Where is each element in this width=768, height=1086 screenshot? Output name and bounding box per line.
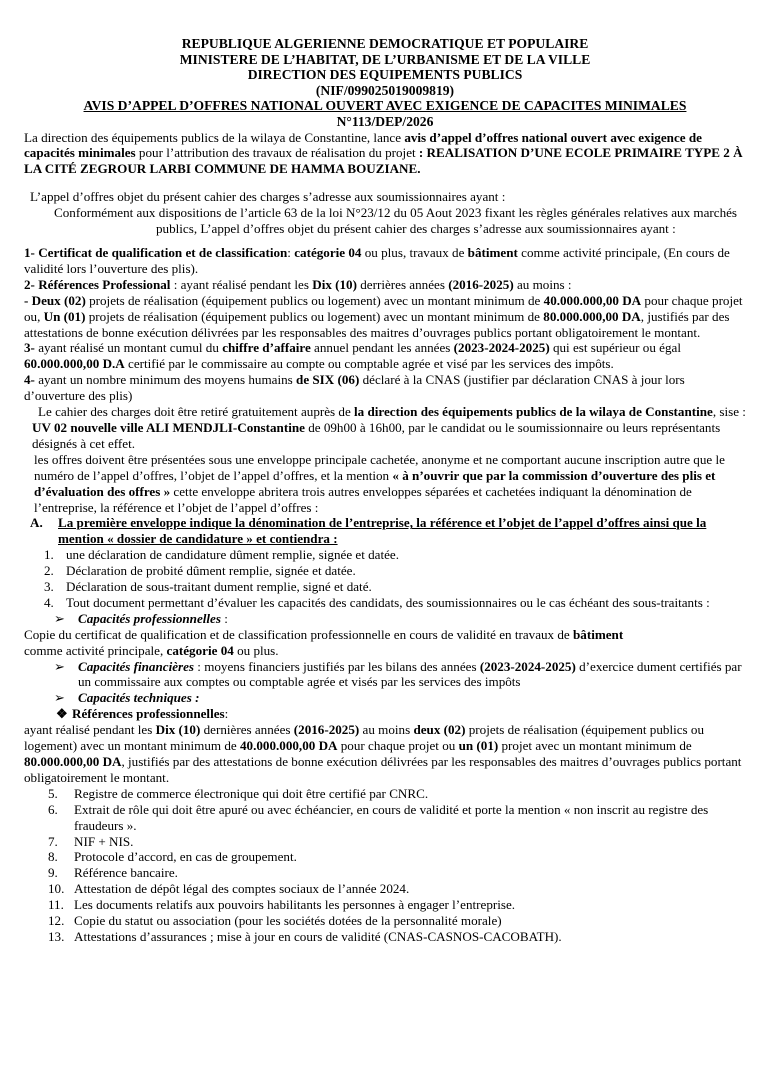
list-item: [24, 563, 746, 579]
notice-number: N°113/DEP/2026: [336, 113, 434, 129]
list-item-number: 10.: [48, 881, 65, 897]
paragraph-text: : moyens financiers justifiés par les bilans des années: [194, 658, 480, 674]
list-item: [24, 834, 746, 850]
criterion-bold: bâtiment: [467, 245, 518, 260]
paragraph-text: , justifiés par des attestations de bonne exécution délivrées par les responsables des maitres d’ouvrages publics portant obligatoirement le montant.: [24, 754, 742, 785]
list-item-number: 12.: [48, 913, 65, 929]
references-professionnelles-heading: [24, 706, 746, 722]
list-item-number: 7.: [48, 833, 58, 849]
paragraph-bold: Dix (10): [155, 722, 201, 738]
list-item: [24, 547, 746, 563]
criterion-bold: - Deux (02): [24, 292, 86, 308]
list-item: [24, 897, 746, 913]
list-item-number: 4.: [44, 594, 54, 610]
list-item-number: 8.: [48, 849, 58, 865]
list-item: [24, 802, 746, 834]
criterion-bold: Un (01): [43, 308, 86, 324]
heading-colon: :: [224, 706, 229, 722]
criterion-bold: (2016-2025): [448, 276, 514, 292]
notice-title: AVIS D’APPEL D’OFFRES NATIONAL OUVERT AVEC EXIGENCE DE CAPACITES MINIMALES: [83, 98, 687, 114]
list-item-text: Protocole d’accord, en cas de groupement.: [74, 849, 297, 865]
heading-text: Capacités financières: [78, 658, 195, 674]
heading-text: Références professionnelles: [72, 706, 225, 722]
header-direction: DIRECTION DES EQUIPEMENTS PUBLICS: [247, 67, 523, 83]
criterion-bold: de SIX (06): [296, 372, 360, 388]
criterion-text: comme activité principale, (En cours de validité lors l’ouverture des plis).: [24, 245, 730, 276]
arrow-bullet-icon: ➢: [54, 690, 65, 706]
section-a-list: [24, 547, 746, 611]
list-item-number: 2.: [44, 563, 54, 579]
list-item-text: Déclaration de probité dûment remplie, signée et datée.: [66, 563, 356, 579]
project-title: : REALISATION D’UNE ECOLE PRIMAIRE TYPE 2 À LA CITÉ ZEGROUR LARBI COMMUNE DE HAMMA BOUZIANE.: [24, 145, 743, 177]
criterion-text: derrières années: [356, 276, 449, 292]
capacites-financieres-item: [24, 659, 746, 691]
diamond-bullet-icon: ❖: [56, 706, 68, 722]
list-item-text: une déclaration de candidature dûment remplie, signée et datée.: [66, 547, 400, 563]
list-item-number: 9.: [48, 865, 58, 881]
list-item: [24, 786, 746, 802]
criterion-bold: 80.000.000,00 DA: [543, 308, 641, 324]
list-item-text: Copie du statut ou association (pour les sociétés dotées de la personnalité morale): [74, 913, 502, 929]
document-header: [24, 36, 746, 130]
intro-text-1: La direction des équipements publics de la wilaya de Constantine, lance: [24, 129, 405, 145]
heading-text: Capacités techniques :: [78, 690, 200, 706]
withdrawal-text: Le cahier des charges doit être retiré gratuitement auprès de: [38, 404, 355, 420]
list-item: [24, 595, 746, 611]
withdrawal-text: de 09h00 à 16h00, par le candidat ou le soumissionnaire ou leurs représentants désignés à cet effet.: [32, 419, 721, 451]
intro-paragraph: [24, 130, 746, 178]
list-item-text: Déclaration de sous-traitant dument remplie, signé et daté.: [66, 579, 372, 595]
documents-list: [24, 786, 746, 945]
list-item-number: 11.: [48, 897, 64, 913]
criterion-bold: Références Professional: [38, 276, 171, 292]
list-item-number: 1.: [44, 547, 54, 563]
offers-paragraph: [24, 452, 746, 516]
paragraph-text: comme activité principale,: [24, 642, 167, 658]
list-item: [24, 579, 746, 595]
section-a-title: [24, 515, 746, 547]
paragraph-bold: 80.000.000,00 DA: [24, 754, 122, 769]
criterion-text: ou plus, travaux de: [361, 245, 468, 260]
list-item-text: Référence bancaire.: [74, 865, 178, 881]
paragraph-text: pour chaque projet ou: [337, 738, 459, 754]
list-item-number: 3.: [44, 579, 54, 595]
criterion-text: :: [287, 245, 295, 260]
criterion-text: ayant un nombre minimum des moyens humains: [38, 372, 297, 388]
capacites-professionnelles-text: [24, 627, 746, 659]
heading-colon: :: [220, 610, 228, 626]
criterion-bold: 40.000.000,00 DA: [543, 292, 642, 308]
list-item-number: 13.: [48, 928, 65, 944]
criterion-text: qui est supérieur ou égal: [549, 340, 681, 356]
conditions-law: Conformément aux dispositions de l’article 63 de la loi N°23/12 du 05 Aout 2023 fixant les règles générales relatives aux marchés publics, L’appel d’offres objet du présent cahier des charges s’adresse aux soumissionnaires ayant :: [54, 205, 738, 237]
paragraph-bold: catégorie 04: [166, 642, 234, 658]
list-item: [24, 881, 746, 897]
list-item: [24, 929, 746, 945]
references-professionnelles-text: [24, 722, 746, 786]
withdrawal-address: UV 02 nouvelle ville ALI MENDJLI-Constantine: [32, 419, 305, 435]
criterion-number: 4-: [24, 372, 39, 388]
arrow-bullet-icon: ➢: [54, 610, 65, 626]
criterion-bold: catégorie 04: [294, 245, 362, 260]
offers-mention: « à n’ouvrir que par la commission d’ouverture des plis et d’évaluation des offres »: [34, 467, 716, 499]
criterion-number: 1-: [24, 245, 39, 260]
withdrawal-bold: la direction des équipements publics de la wilaya de Constantine: [354, 404, 713, 420]
list-item: [24, 913, 746, 929]
paragraph-bold: bâtiment: [573, 626, 624, 642]
paragraph-bold: un (01): [458, 738, 499, 754]
paragraph-text: projet avec un montant minimum de: [498, 738, 692, 754]
withdrawal-paragraph: [24, 404, 746, 452]
capacites-techniques-heading: [24, 690, 746, 706]
intro-text-2: pour l’attribution des travaux de réalisation du projet: [135, 145, 419, 161]
list-item-number: 6.: [48, 801, 58, 817]
header-republic: REPUBLIQUE ALGERIENNE DEMOCRATIQUE ET POPULAIRE: [181, 36, 589, 51]
paragraph-bold: deux (02): [413, 722, 466, 738]
section-a-label: A.: [30, 515, 43, 531]
criterion-bold: Certificat de qualification et de classification: [38, 245, 288, 260]
criterion-text: projets de réalisation (équipement publics ou logement) avec un montant minimum de: [85, 308, 544, 324]
paragraph-text: Copie du certificat de qualification et de classification professionnelle en cours de validité en travaux de: [24, 626, 574, 642]
withdrawal-text: , sise :: [712, 404, 746, 420]
criterion-text: pour chaque projet ou,: [24, 292, 743, 324]
criterion-text: projets de réalisation (équipement publics ou logement) avec un montant minimum de: [85, 292, 544, 308]
list-item: [24, 865, 746, 881]
list-item-text: Extrait de rôle qui doit être apuré ou avec échéancier, en cours de validité et porte la mention « non inscrit au registre des fraudeurs ».: [74, 801, 709, 833]
criterion-number: 3-: [24, 340, 39, 356]
intro-bold-1: avis d’appel d’offres national ouvert avec exigence de capacités minimales: [24, 129, 702, 161]
offers-text: les offres doivent être présentées sous une enveloppe principale cachetée, anonyme et ne comportant aucune inscription autre que le numéro de l’appel d’offres, l’objet de l’appel d’offres, et la mention: [34, 451, 725, 483]
paragraph-text: dernières années: [200, 722, 294, 738]
list-item-number: 5.: [48, 785, 58, 801]
criterion-text: : ayant réalisé pendant les: [170, 276, 313, 292]
criterion-2: [24, 277, 746, 293]
criterion-text: annuel pendant les années: [310, 340, 454, 356]
header-nif: (NIF/099025019009819): [315, 82, 455, 98]
list-item-text: Les documents relatifs aux pouvoirs habilitants les personnes à engager l’entreprise.: [74, 897, 516, 913]
header-ministry: MINISTERE DE L’HABITAT, DE L’URBANISME ET DE LA VILLE: [179, 51, 591, 67]
criterion-1: [24, 245, 746, 277]
criterion-3: [24, 340, 746, 372]
criterion-2-detail: [24, 293, 746, 341]
paragraph-text: projets de réalisation (équipement publics ou logement) avec un montant minimum de: [24, 722, 705, 754]
criterion-bold: (2023-2024-2025): [453, 340, 550, 356]
criterion-bold: chiffre d’affaire: [222, 340, 311, 356]
conditions-lead: L’appel d’offres objet du présent cahier des charges s’adresse aux soumissionnaires ayant :: [30, 189, 506, 205]
list-item-text: Registre de commerce électronique qui doit être certifié par CNRC.: [74, 785, 429, 801]
list-item-text: Tout document permettant d’évaluer les capacités des candidats, des soumissionnaires ou le cas échéant des sous-traitants :: [66, 594, 710, 610]
paragraph-text: ayant réalisé pendant les: [24, 722, 156, 738]
criterion-text: certifié par le commissaire au compte ou comptable agrée et visé par les services des impôts.: [124, 356, 614, 372]
criterion-text: ayant réalisé un montant cumul du: [38, 340, 223, 356]
arrow-bullet-icon: ➢: [54, 658, 65, 674]
list-item-text: NIF + NIS.: [74, 833, 134, 849]
criterion-bold: 60.000.000,00 D.A: [24, 356, 125, 372]
list-item-text: Attestation de dépôt légal des comptes sociaux de l’année 2024.: [74, 881, 410, 897]
paragraph-bold: (2016-2025): [293, 722, 360, 738]
list-item-text: Attestations d’assurances ; mise à jour en cours de validité (CNAS-CASNOS-CACOBATH).: [74, 928, 562, 944]
criterion-text: au moins :: [513, 276, 572, 292]
criterion-number: 2-: [24, 276, 39, 292]
offers-text: cette enveloppe abritera trois autres enveloppes séparées et cachetées indiquant la dénomination de l’entreprise, la référence et l’objet de l’appel d’offres :: [34, 483, 692, 515]
heading-text: Capacités professionnelles: [78, 610, 221, 626]
paragraph-text: d’exercice dument certifiés par un commissaire aux comptes ou comptable agrée et visés par les services des impôts: [78, 658, 742, 690]
criterion-bold: Dix (10): [312, 276, 357, 292]
list-item: [24, 849, 746, 865]
section-a-text: La première enveloppe indique la dénomination de l’entreprise, la référence et l’objet de l’appel d’offres ainsi que la mention « dossier de candidature » et contiendra :: [58, 515, 707, 547]
paragraph-text: au moins: [359, 722, 414, 738]
paragraph-bold: (2023-2024-2025): [479, 658, 576, 674]
criterion-text: , justifiés par des attestations de bonne exécution délivrées par les responsables des maitres d’ouvrages publics portant obligatoirement le montant.: [24, 308, 730, 340]
criterion-4: [24, 372, 746, 404]
capacites-professionnelles-heading: [24, 611, 746, 627]
criterion-text: déclaré à la CNAS (justifier par déclaration CNAS à jour lors d’ouverture des plis): [24, 372, 685, 404]
paragraph-bold: 40.000.000,00 DA: [240, 738, 338, 754]
paragraph-text: ou plus.: [233, 642, 279, 658]
